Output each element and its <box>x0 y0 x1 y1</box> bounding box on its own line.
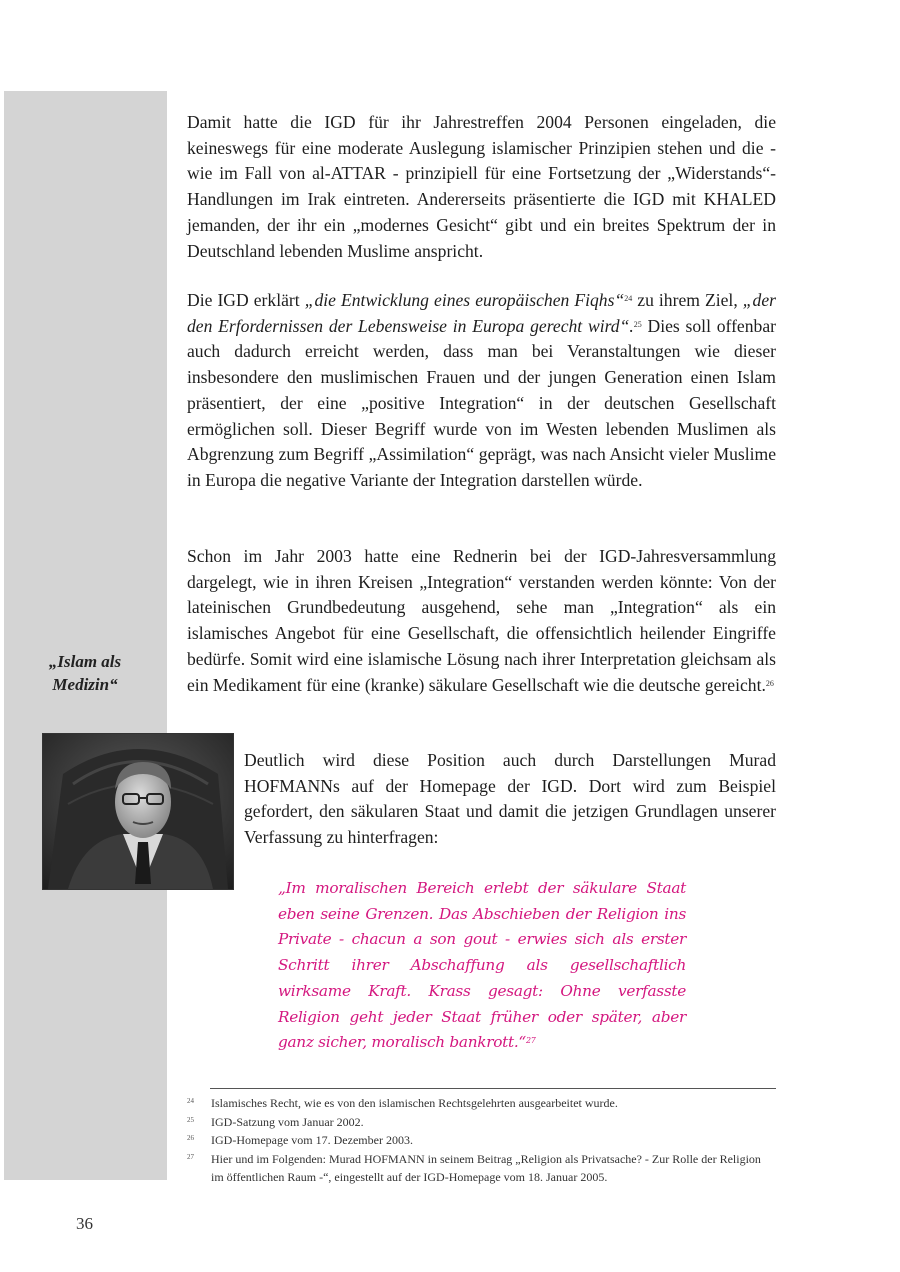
quote-fiqh: „die Entwicklung eines europäischen Fiqhs“ <box>304 290 625 310</box>
footnote-text: Hier und im Folgenden: Murad HOFMANN in seinem Beitrag „Religion als Privatsache? - Zur Rolle der Religion im öffentlichen Raum -“, eingestellt auf der IGD-Homepage vom 18. Januar 2005. <box>211 1151 761 1184</box>
footnote-divider <box>210 1088 776 1089</box>
footnote-ref-24[interactable]: 24 <box>624 294 633 303</box>
margin-note: „Islam als Medizin“ <box>48 652 122 694</box>
sidebar-margin <box>4 91 167 1180</box>
paragraph-3-text: Schon im Jahr 2003 hatte eine Rednerin bei der IGD-Jahresversammlung dargelegt, wie in ihren Kreisen „Integration“ verstanden werden könnte: Von der lateinischen Grundbedeutung ausgehend, sehe man „Integration“ als ein islamisches Angebot für eine Gesellschaft, die offensichtlich heilender Eingriffe bedürfe. Somit wird eine islamische Lösung nach ihrer Interpretation gleichsam als ein Medikament für eine (kranke) säkulare Gesellschaft wie die deutsche gereicht. <box>187 546 776 695</box>
footnote-text: IGD-Satzung vom Januar 2002. <box>211 1114 364 1129</box>
footnote-number: 24 <box>187 1097 194 1105</box>
paragraph-2-mid: zu ihrem Ziel, <box>632 290 743 310</box>
quote-lebensweise: „der den Erfordernissen der Lebensweise in Europa gerecht wird“. <box>187 290 777 336</box>
paragraph-4: Deutlich wird diese Position auch durch Darstellungen Murad HOFMANNs auf der Homepage der IGD. Dort wird zum Beispiel gefordert, den säkularen Staat und damit die jetzigen Grundlagen unserer Verfassung zu hinterfragen: <box>244 750 776 848</box>
footnote-number: 26 <box>187 1134 194 1142</box>
footnote-item <box>187 1113 776 1132</box>
footnote-item <box>187 1150 776 1187</box>
paragraph-2-post: Dies soll offenbar auch dadurch erreicht werden, dass man bei Veranstaltungen wie dieser insbesondere den muslimischen Frauen und der jungen Generation einen Islam präsentiert, der eine „positive Integration“ in der deutschen Gesellschaft ermöglichen soll. Dieser Begriff wurde von im Westen lebenden Muslimen als Abgrenzung zum Begriff „Assimilation“ geprägt, was nach Ansicht vieler Muslime in Europa die negative Variante der Integration darstellen würde. <box>187 315 776 490</box>
paragraph-2 <box>187 288 776 494</box>
paragraph-3 <box>187 544 776 698</box>
paragraph-1: Damit hatte die IGD für ihr Jahrestreffen 2004 Personen eingeladen, die keineswegs für eine moderate Auslegung islamischer Prinzipien stehen und die - wie im Fall von al-ATTAR - prinzipiell für eine Fortsetzung der „Widerstands“-Handlungen im Irak eintreten. Andererseits präsentierte die IGD mit KHALED jemanden, der ihr ein „modernes Gesicht“ gibt und ein breites Spektrum der in Deutschland lebenden Muslime anspricht. <box>187 112 776 261</box>
footnote-number: 25 <box>187 1115 194 1124</box>
hofmann-quote <box>278 876 686 1056</box>
hofmann-quote-text: „Im moralischen Bereich erlebt der säkulare Staat eben seine Grenzen. Das Abschieben der Religion ins Private - chacun a son gout - erwies sich als erster Schritt ihrer Abschaffung als gesellschaftlich wirksame Kraft. Krass gesagt: Ohne verfasste Religion geht jeder Staat früher oder später, aber ganz sicher, moralisch bankrott.“ <box>278 879 686 1052</box>
footnote-text: Islamisches Recht, wie es von den islamischen Rechtsgelehrten ausgearbeitet wurde. <box>211 1096 618 1110</box>
paragraph-2-pre: Die IGD erklärt <box>187 290 305 310</box>
footnote-ref-27[interactable]: 27 <box>525 1036 536 1046</box>
footnote-text: IGD-Homepage vom 17. Dezember 2003. <box>211 1133 413 1147</box>
footnote-ref-25[interactable]: 25 <box>633 319 642 329</box>
footnote-number: 27 <box>187 1152 194 1161</box>
footnote-item <box>187 1094 776 1113</box>
footnote-ref-26[interactable]: 26 <box>765 678 774 688</box>
portrait-photo <box>42 733 234 890</box>
footnote-item <box>187 1131 776 1150</box>
page-number: 36 <box>76 1214 93 1233</box>
footnotes-list <box>187 1094 776 1187</box>
